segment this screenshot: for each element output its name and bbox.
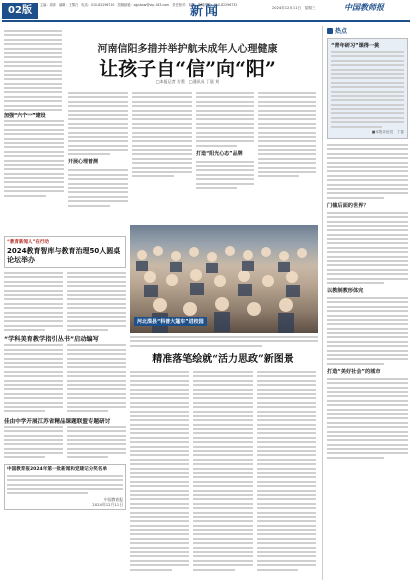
newspaper-name: 中国教师报	[344, 2, 384, 12]
lead-photo	[130, 225, 318, 333]
sidebar-header: 热点	[327, 26, 408, 35]
lead-body	[4, 92, 316, 232]
story-headline-2: “学科美育教学指引丛书”启动编写	[4, 336, 99, 344]
lower-left-column	[4, 236, 126, 580]
subhead-1: 加强“六个一”建设	[4, 113, 46, 119]
story-headline-1: 2024教育智库与教育治理50人圆桌论坛举办	[7, 247, 121, 264]
sidebar-item-1: 门槛后面的世界？	[327, 202, 369, 209]
story-headline-3: 佳由中学开展江苏省精品课题联盟专题研讨	[4, 418, 111, 425]
page-number: 02版	[2, 3, 38, 19]
notice-headline: 中国教育报2024年第一批新闻和党建记分奖名单	[7, 466, 108, 472]
hot-icon	[327, 28, 333, 34]
lead-byline: □本报记者 方墨 □通讯员 丁晨 刘	[155, 79, 220, 84]
lower-center-headline: 精准落笔绘就“活力思政”新图景	[152, 354, 294, 365]
subhead-2: 开展心理普测	[68, 159, 99, 166]
lower-center-story	[130, 350, 316, 580]
header-rule	[2, 20, 410, 22]
notice-signoff: 中国教育报 2024年12月11日	[92, 496, 123, 507]
masthead-meta: 主编：周萍 编辑：王黎白 电话：010-82296710 投稿邮箱：zgjsbxw@vip.163.com 责任校对：刘梦 新闻热线：010-82296732	[40, 3, 238, 7]
right-sidebar	[322, 26, 408, 580]
sidebar-item-3: 打造“美好社会”的城市	[327, 368, 381, 375]
lead-kicker: 河南信阳多措并举护航未成年人心理健康	[97, 44, 278, 55]
lead-headline: 让孩子自“信”向“阳”	[99, 58, 276, 80]
issue-date: 2024年12月11日 星期三	[272, 6, 316, 10]
photo-caption	[130, 336, 318, 349]
sidebar-box-byline: ■本报评论员 丁春	[371, 130, 404, 135]
subhead-3: 打造“阳光心态”品牌	[196, 150, 243, 157]
sidebar-box	[327, 38, 408, 139]
sidebar-item-2: 以教制教形体完	[327, 287, 364, 294]
photo-caption-badge: 河北滦县“科普大篷车”进校园	[134, 317, 207, 326]
section-label: “教育新闻人”在行动	[7, 240, 49, 245]
sidebar-box-title: “青年研习”课得一挑	[331, 43, 380, 49]
section-title: 新闻	[189, 4, 220, 19]
